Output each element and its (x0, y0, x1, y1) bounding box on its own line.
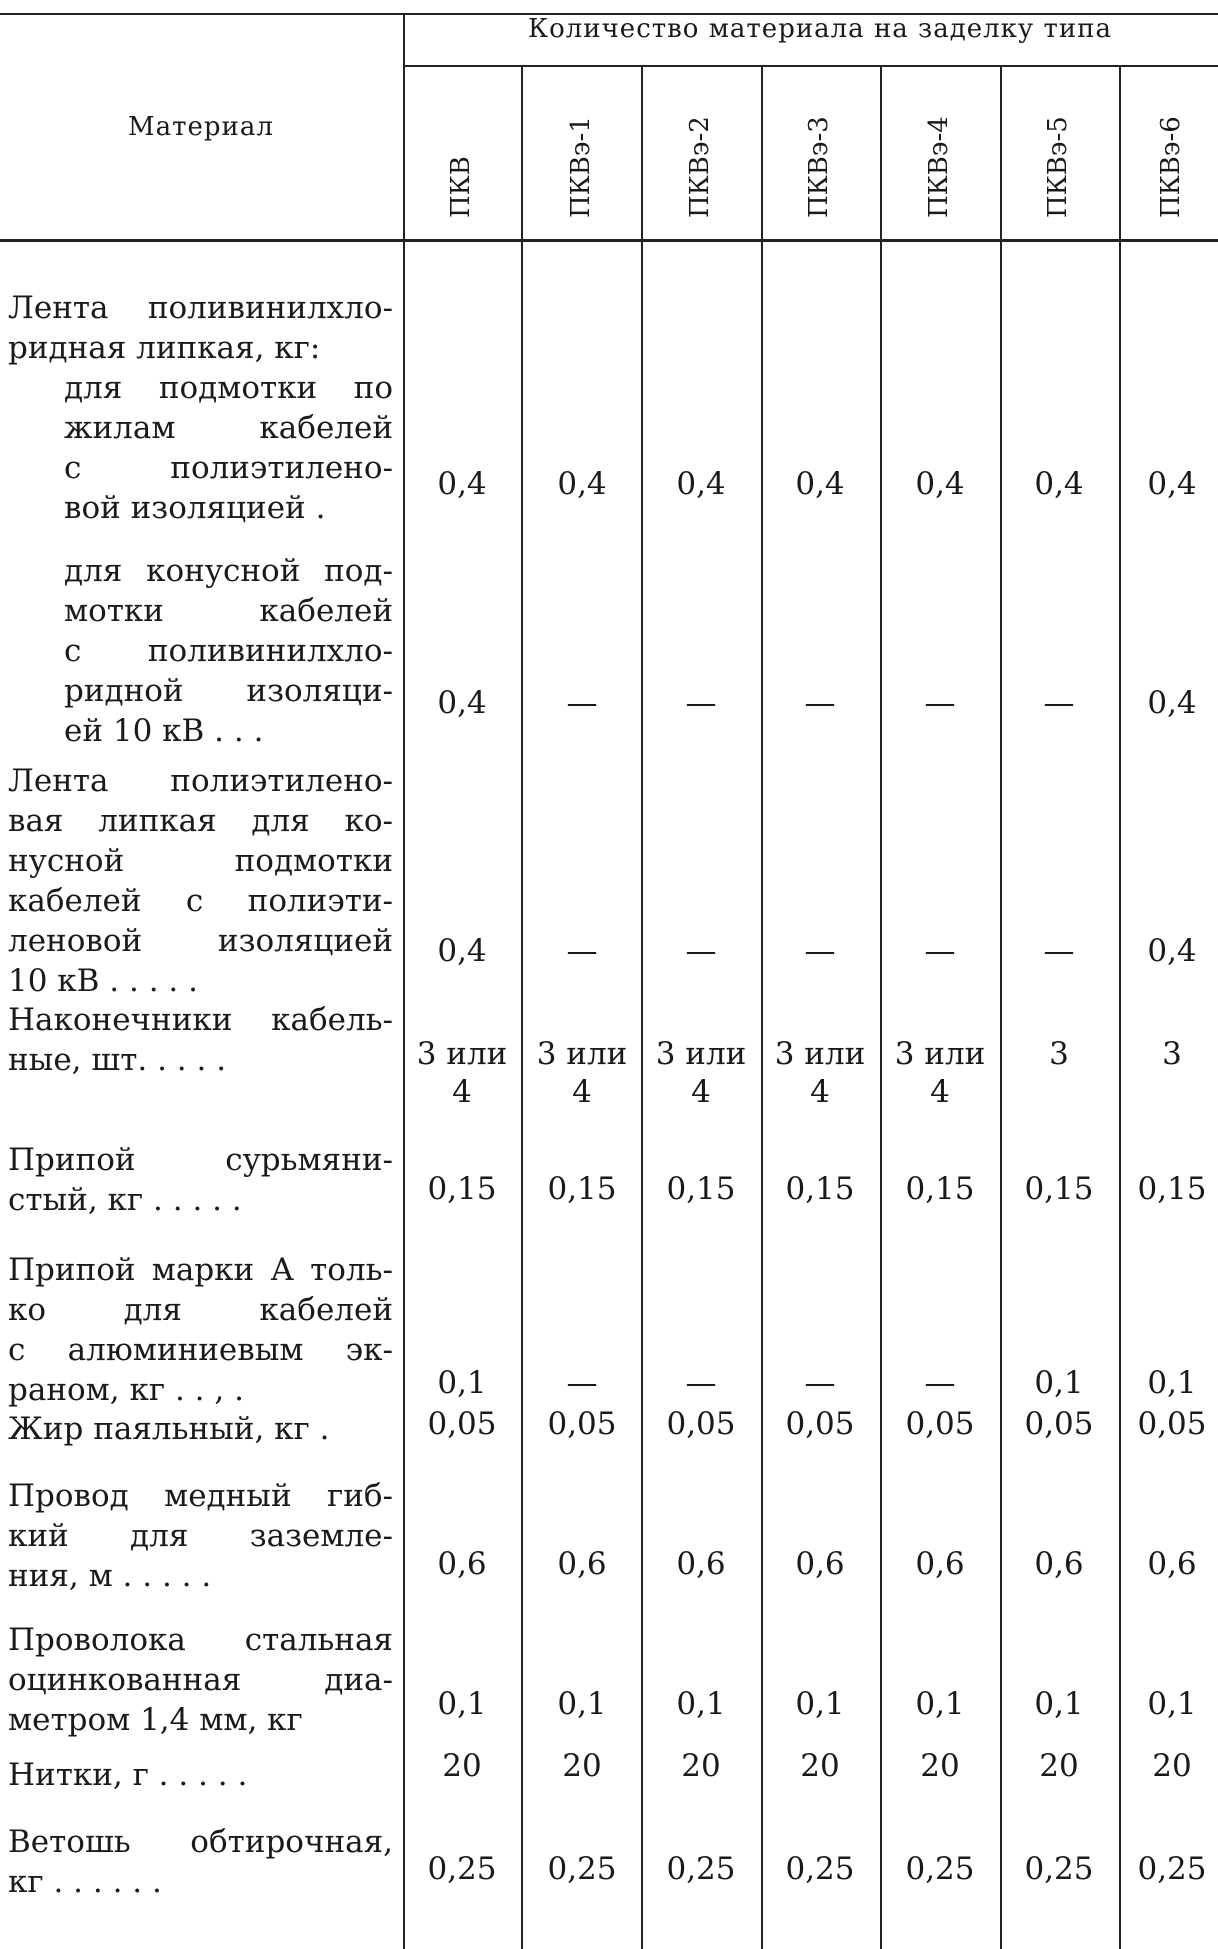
column-header: ПКВэ-1 (566, 116, 596, 218)
quantity-cell: — (685, 1365, 717, 1401)
quantity-cell: 20 (1039, 1748, 1079, 1784)
quantity-cell: 0,6 (676, 1546, 726, 1582)
quantity-cell: 0,4 (437, 933, 487, 969)
quantity-cell: 20 (562, 1748, 602, 1784)
material-name (8, 761, 393, 1001)
material-name-line: Припой сурьмяни- (8, 1142, 393, 1178)
material-column-header: Материал (128, 112, 274, 142)
material-name-line: ридной изоляци- (64, 673, 393, 709)
quantity-cell: 0,6 (1034, 1546, 1084, 1582)
material-name-line: Припой марки А толь- (8, 1252, 393, 1288)
material-name (8, 551, 393, 751)
material-name-line: ридная липкая, кг: (8, 330, 321, 366)
quantity-cell: 0,15 (1137, 1171, 1207, 1207)
quantity-cell: — (566, 933, 598, 969)
material-name-line: с алюминиевым эк- (8, 1332, 393, 1368)
quantity-cell: 0,4 (437, 685, 487, 721)
column-divider (403, 13, 405, 1949)
column-divider (1119, 67, 1121, 1949)
quantity-cell: 0,05 (666, 1406, 736, 1442)
quantity-cell: 0,1 (1147, 1365, 1197, 1401)
quantity-cell: — (685, 685, 717, 721)
quantity-cell: — (566, 685, 598, 721)
header-bottom-rule (0, 239, 1218, 242)
quantity-cell: 0,1 (676, 1686, 726, 1722)
column-header: ПКВэ-2 (685, 116, 715, 218)
quantity-cell: 0,6 (437, 1546, 487, 1582)
quantity-cell: 0,1 (557, 1686, 607, 1722)
quantity-cell: 0,1 (795, 1686, 845, 1722)
quantity-cell: 0,6 (557, 1546, 607, 1582)
material-name (8, 1140, 393, 1220)
material-name-line: раном, кг . . , . (8, 1372, 244, 1408)
quantity-cell: 0,1 (437, 1365, 487, 1401)
column-header: ПКВэ-4 (924, 116, 954, 218)
quantity-cell: — (924, 1365, 956, 1401)
column-divider (880, 67, 882, 1949)
quantity-cell: 0,4 (1147, 466, 1197, 502)
quantity-cell: 20 (920, 1748, 960, 1784)
material-name (8, 288, 393, 368)
quantity-cell: — (804, 933, 836, 969)
quantity-cell: 0,1 (915, 1686, 965, 1722)
quantity-cell: — (804, 685, 836, 721)
quantity-cell: — (1043, 933, 1075, 969)
material-name-line: кий для заземле- (8, 1518, 393, 1554)
quantity-cell: 0,15 (427, 1171, 497, 1207)
material-name (8, 1620, 393, 1740)
quantity-cell: 0,1 (437, 1686, 487, 1722)
column-divider (521, 67, 523, 1949)
material-name-line: Нитки, г . . . . . (8, 1757, 248, 1793)
material-name-line: ей 10 кВ . . . (64, 713, 264, 749)
quantity-cell: 0,4 (795, 466, 845, 502)
quantity-cell: 0,1 (1147, 1686, 1197, 1722)
column-header: ПКВэ-6 (1156, 116, 1186, 218)
material-name-line: с полиэтилено- (64, 450, 393, 486)
quantity-cell: 0,4 (915, 466, 965, 502)
quantity-cell: 0,25 (427, 1851, 497, 1887)
quantity-cell: 0,25 (785, 1851, 855, 1887)
quantity-cell: 0,4 (1147, 685, 1197, 721)
quantity-cell: 3 или 4 (655, 1036, 747, 1110)
quantity-cell: — (1043, 685, 1075, 721)
quantity-cell: 0,05 (905, 1406, 975, 1442)
material-name (8, 368, 393, 528)
quantity-cell: 0,4 (1147, 933, 1197, 969)
material-name (8, 1000, 393, 1080)
quantity-cell: 20 (442, 1748, 482, 1784)
material-name-line: ко для кабелей (8, 1292, 393, 1328)
column-header: ПКВ (446, 156, 476, 218)
material-name-line: нусной подмотки (8, 843, 393, 879)
material-name-line: для подмотки по (64, 370, 393, 406)
quantity-cell: 0,6 (915, 1546, 965, 1582)
quantity-cell: 0,6 (795, 1546, 845, 1582)
material-name-line: для конусной под- (64, 553, 393, 589)
quantity-cell: 0,25 (905, 1851, 975, 1887)
quantity-cell: 0,1 (1034, 1686, 1084, 1722)
material-name-line: Жир паяльный, кг . (8, 1411, 330, 1447)
material-name-line: Наконечники кабель- (8, 1002, 393, 1038)
quantity-cell: 0,05 (547, 1406, 617, 1442)
quantity-cell: 3 (1162, 1036, 1182, 1072)
quantity-cell: 0,15 (666, 1171, 736, 1207)
quantity-cell: 0,05 (1137, 1406, 1207, 1442)
material-name-line: метром 1,4 мм, кг (8, 1702, 303, 1738)
material-name-line: кг . . . . . . (8, 1864, 162, 1900)
quantity-cell: 0,1 (1034, 1365, 1084, 1401)
quantity-cell: 0,25 (1137, 1851, 1207, 1887)
column-divider (761, 67, 763, 1949)
material-name (8, 1822, 393, 1902)
material-name (8, 1409, 393, 1449)
material-name (8, 1755, 393, 1795)
quantity-cell: — (924, 685, 956, 721)
quantity-cell: — (685, 933, 717, 969)
quantity-cell: 0,25 (1024, 1851, 1094, 1887)
quantity-cell: 0,15 (905, 1171, 975, 1207)
quantity-cell: 3 или 4 (536, 1036, 628, 1110)
material-name-line: вой изоляцией . (64, 490, 326, 526)
material-name-line: кабелей с полиэти- (8, 883, 393, 919)
column-divider (641, 67, 643, 1949)
quantity-cell: 0,6 (1147, 1546, 1197, 1582)
quantity-cell: 0,4 (437, 466, 487, 502)
column-header: ПКВэ-3 (804, 116, 834, 218)
quantity-cell: 0,15 (547, 1171, 617, 1207)
material-name-line: Ветошь обтирочная, (8, 1824, 393, 1860)
quantity-cell: 0,4 (676, 466, 726, 502)
quantity-cell: 0,15 (1024, 1171, 1094, 1207)
group-header-rule (405, 65, 1218, 67)
quantity-cell: 0,25 (666, 1851, 736, 1887)
material-name-line: Проволока стальная (8, 1622, 393, 1658)
material-name-line: стый, кг . . . . . (8, 1182, 242, 1218)
quantity-cell: 0,05 (427, 1406, 497, 1442)
quantity-cell: 3 (1049, 1036, 1069, 1072)
material-name-line: с поливинилхло- (64, 633, 393, 669)
material-name-line: леновой изоляцией (8, 923, 393, 959)
quantity-cell: 20 (800, 1748, 840, 1784)
quantity-cell: 0,05 (785, 1406, 855, 1442)
quantity-cell: — (804, 1365, 836, 1401)
quantity-cell: — (566, 1365, 598, 1401)
quantity-cell: 3 или 4 (416, 1036, 508, 1110)
quantity-cell: 3 или 4 (774, 1036, 866, 1110)
material-name (8, 1250, 393, 1410)
material-name-line: Лента поливинилхло- (8, 290, 393, 326)
material-name (8, 1476, 393, 1596)
material-name-line: жилам кабелей (64, 410, 393, 446)
quantity-cell: 0,25 (547, 1851, 617, 1887)
quantity-cell: 0,15 (785, 1171, 855, 1207)
quantity-cell: 0,05 (1024, 1406, 1094, 1442)
material-name-line: 10 кВ . . . . . (8, 963, 198, 999)
quantity-cell: 20 (1152, 1748, 1192, 1784)
quantity-cell: 0,4 (557, 466, 607, 502)
material-name-line: Провод медный гиб- (8, 1478, 393, 1514)
column-header: ПКВэ-5 (1043, 116, 1073, 218)
material-name-line: ния, м . . . . . (8, 1558, 212, 1594)
group-header: Количество материала на заделку типа (528, 14, 1112, 44)
column-divider (1000, 67, 1002, 1949)
material-name-line: Лента полиэтилено- (8, 763, 393, 799)
material-name-line: ные, шт. . . . . (8, 1042, 227, 1078)
quantity-cell: 3 или 4 (894, 1036, 986, 1110)
material-name-line: оцинкованная диа- (8, 1662, 393, 1698)
quantity-cell: 20 (681, 1748, 721, 1784)
material-name-line: вая липкая для ко- (8, 803, 393, 839)
quantity-cell: — (924, 933, 956, 969)
material-name-line: мотки кабелей (64, 593, 393, 629)
quantity-cell: 0,4 (1034, 466, 1084, 502)
